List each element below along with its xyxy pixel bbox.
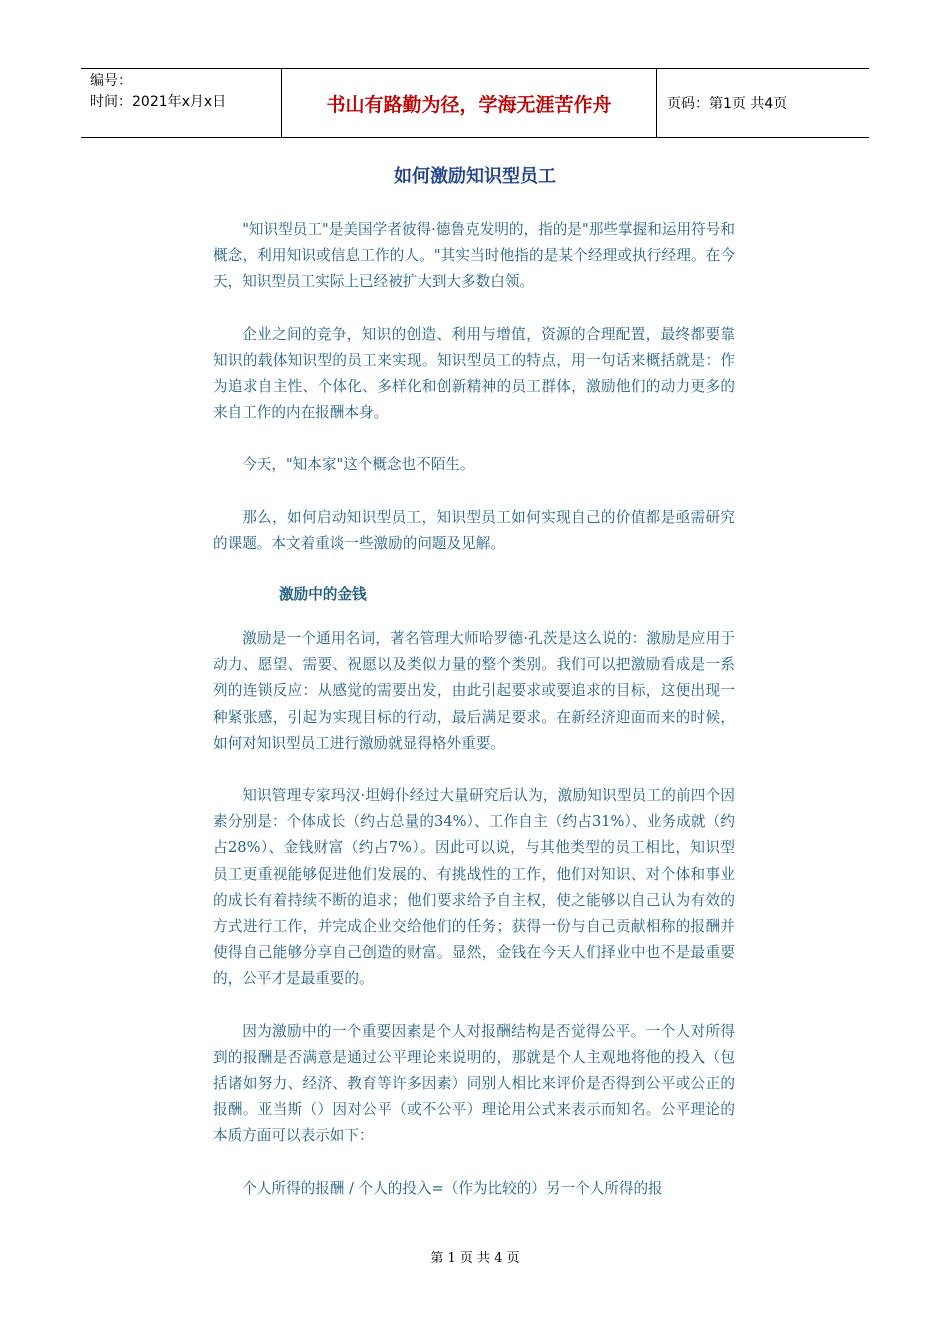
paragraph: 因为激励中的一个重要因素是个人对报酬结构是否觉得公平。一个人对所得到的报酬是否满意是通过公平理论来说明的，那就是个人主观地将他的投入（包括诸如努力、经济、教育等许多因素）同别人相比来评价是否得到公平或公正的报酬。亚当斯（）因对公平（或不公平）理论用公式来表示而知名。公平理论的本质方面可以表示如下： [213, 1022, 735, 1145]
header-page-label: 页码：第1页 共4页 [667, 96, 788, 112]
paragraph: 个人所得的报酬 / 个人的投入=（作为比较的）另一个人所得的报 [242, 1179, 663, 1197]
header-table [81, 68, 869, 138]
paragraph: 那么，如何启动知识型员工，知识型员工如何实现自己的价值都是亟需研究的课题。本文着重谈一些激励的问题及见解。 [213, 508, 735, 552]
paragraph: 知识管理专家玛汉·坦姆仆经过大量研究后认为，激励知识型员工的前四个因素分别是：个体成长（约占总量的34%）、工作自主（约占31%）、业务成就（约占28%）、金钱财富（约占7%）。因此可以说，与其他类型的员工相比，知识型员工更重视能够促进他们发展的、有挑战性的工作，他们对知识、对个体和事业的成长有着持续不断的追求；他们要求给予自主权，使之能够以自己认为有效的方式进行工作，并完成企业交给他们的任务；获得一份与自己贡献相称的报酬并使得自己能够分享自己创造的财富。显然，金钱在今天人们择业中也不是最重要的，公平才是最重要的。 [213, 787, 735, 988]
document-body [213, 217, 735, 1228]
number-label: 编号： [90, 73, 132, 89]
paragraph: 激励是一个通用名词，著名管理大师哈罗德·孔茨是这么说的：激励是应用于动力、愿望、需要、祝愿以及类似力量的整个类别。我们可以把激励看成是一系列的连锁反应：从感觉的需要出发，由此引起要求或要追求的目标，这便出现一种紧张感，引起为实现目标的行动，最后满足要求。在新经济迎面而来的时候，如何对知识型员工进行激励就显得格外重要。 [213, 630, 735, 752]
header-meta [81, 69, 281, 137]
paragraph: 今天，"知本家"这个概念也不陌生。 [242, 456, 475, 474]
page-footer: 第 1 页 共 4 页 [430, 1251, 520, 1266]
paragraph: 企业之间的竞争，知识的创造、利用与增值，资源的合理配置，最终都要靠知识的载体知识型的员工来实现。知识型员工的特点，用一句话来概括就是：作为追求自主性、个体化、多样化和创新精神的员工群体，激励他们的动力更多的来自工作的内在报酬本身。 [213, 325, 735, 422]
header-slogan: 书山有路勤为径，学海无涯苦作舟 [281, 69, 657, 137]
section-heading: 激励中的金钱 [279, 586, 367, 604]
paragraph: "知识型员工"是美国学者彼得·德鲁克发明的，指的是"那些掌握和运用符号和概念，利用知识或信息工作的人。"其实当时他指的是某个经理或执行经理。在今天，知识型员工实际上已经被扩大到大多数白领。 [213, 221, 735, 291]
time-label: 时间：2021年x月x日 [90, 94, 227, 110]
document-title: 如何激励知识型员工 [394, 166, 556, 187]
